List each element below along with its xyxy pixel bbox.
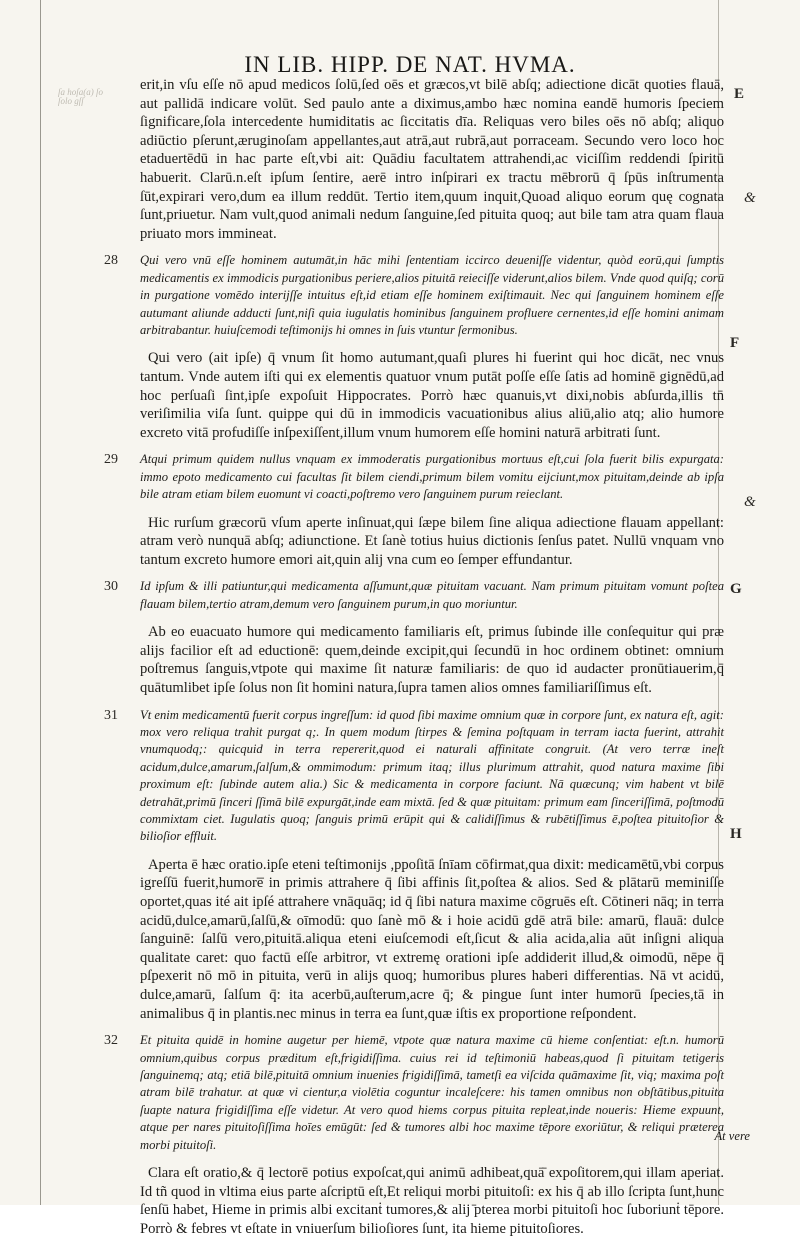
commentary-paragraph: Hic rurſum græcorū vſum aperte inſinuat,qui ſæpe bilem ſine aliqua adiectione flauam appellant: atram verò nunquā abſq; adiunctione. Et ſanè totius huius dictionis ſenſus patet. Nullū vnquam vno tantum excreto humore emori ait,quin alij vna cum eo ſemper effundantur.	[140, 514, 724, 568]
commentary-paragraph: Clara eſt oratio,& q̄ lectorē potius expoſcat,qui animū adhibeat,quā̄ expoſitorem,qui illam aperiat. Id tñ quod in vltima eius parte aſcriptū eſt,Et reliqui morbi pituitoſi: ex his q̄ ab illo ſcripta ſunt,hunc ſenſū habet, Hieme in primis albi excitanṫ tumores,& alij ̄pterea morbi pituitoſi hoc ſuboriunṫ tēpore. Porrò & febres vt eſtate in vniuerſum bilioſiores ſunt, ita hieme pituitoſiores.	[140, 1164, 724, 1237]
margin-letter-h: H	[730, 826, 742, 842]
text-quote	[104, 252, 724, 339]
margin-letter-g: G	[730, 581, 742, 597]
section-number: 32	[104, 1033, 118, 1049]
running-head: IN LIB. HIPP. DE NAT. HVMA.	[244, 52, 576, 77]
commentary-paragraph: Aperta ē hæc oratio.ipſe eteni teſtimonijs ,ppoſitā ſnīam cōfirmat,qua dixit: medicamētū,vbi corpus igreſſū fuerit,humore̅ in primis attrahere q̄ ſibi affinis ſit,poſtea & alios. Sed & plātarū meminiſſe oportet,quas ité ait ipſé attrahere vnāquāq; id q̄ ſibi natura maxime cōgruēs eſt. Cōtineri nāq; in terra acidū,dulce,amarū,ſalſū,& oīmodū: quo ſanè mō & i hoie acidū gdē atrā bile: amarū, flauā: dulce ſanguinē: ſalſū vero,pituitā.aliqua eteni eiuſcemodi eſt,ſicut & alia acida,alia aūt inſigni aliqua qualitate caret: quo factū eſſe arbitror, vt extremę orationi ipſe addiderit illud,& oimodū, nēpe q̄ pſpexerit nō mō in pituita, verū in alijs quoq; humoribus plures haberi differentias. Nā vt acidū, dulce,amarū, ſalſum q̄: ita acerbū,auſterum,acre q̄; & pingue ſunt inter humorū ſpecies,tā in animalibus q̄ in plantis.nec minus in terra ea ſunt,quæ iſtis ex proportione reſpondent.	[140, 856, 724, 1022]
section-number: 28	[104, 253, 118, 269]
quote-text: Atqui primum quidem nullus vnquam ex immoderatis purgationibus mortuus eſt,cui ſola fuerit bilis expurgata: immo epoto medicamento cui facultas ſit bilem ciendi,primum bilem vomitu eijciunt,mox pituitam,deinde ab ipſa bile atram etiam bilem euomunt vi coacti,poſtremo vero ſanguinem purum reieclant.	[140, 452, 724, 502]
text-quote	[104, 1032, 724, 1154]
section-number: 30	[104, 579, 118, 595]
margin-mark-2: &	[744, 494, 756, 510]
commentary-paragraph: Qui vero (ait ipſe) q̄ vnum ſit homo autumant,quaſi plures hi fuerint qui hoc dicāt, nec vnus tantum. Vnde autem iſti qui ex elementis quatuor vnum putāt poſſe eſſe ſatis ad hominē gignēdū,ad hoc perſuaſi ſint,ipſe expoſuit Hippocrates. Porrò hæc quanuis,vt dixi,nobis abſurda,illis tn̄ veriſimilia viſa ſunt. quippe qui dū in immodicis vacuationibus alius aliū,alio atq; alio humore excreto vitā profudiſſe inſpexiſſent,illum vnum humorem eſſe homini naturā arbitrati ſunt.	[140, 350, 724, 441]
margin-letter-e: E	[734, 86, 745, 102]
catchword: At vere	[714, 1129, 750, 1143]
quote-text: Id ipſum & illi patiuntur,qui medicamenta aſſumunt,quæ pituitam vacuant. Nam primum pituitam vomunt poſtea flauam bilem,tertio atram,demum vero ſanguinem purum,in quo moriuntur.	[140, 579, 724, 611]
margin-scribble: ſa hoſa(a) ſo ſolo gſſ	[58, 87, 103, 106]
text-block	[104, 76, 724, 1245]
text-quote	[104, 578, 724, 613]
section-number: 29	[104, 452, 118, 468]
quote-text: Vt enim medicamentū fuerit corpus ingreſſum: id quod ſibi maxime omnium quæ in corpore ſunt, ex natura eſt, agit: mox vero reliqua trahit purgat q;. In quem modum ſtirpes & ſemina poſtquam in terram iacta fuerint, attrahit vnumquodq;: quicquid in terra repererit,quod ei naturali affinitate congruit. (At vero terræ ineſt acidum,dulce,amarum,ſalſum,& ommimodum: primum itaq; illus plurimum attrahit, quod natura maxime ſibi proximum eſt: ſubinde autem alia.) Sic & medicamenta in corpore faciunt. Nā quæcunq; vim habent vt bilē detrahāt,primū ſinceri ſſimā bilē expurgāt,inde eam mixtā. ſed & quæ pituitam: primum eam ſinceriſſimā, poſtmodū commixtam ciet. Iugulatis quoq; ſanguis primū erūpit qui & calidiſſimus & rubētiſſimus ē,poſtea pituitoſior & bilioſior effluit.	[140, 707, 724, 844]
page-edge-left	[40, 0, 41, 1205]
section-number: 31	[104, 707, 118, 723]
margin-letter-f: F	[730, 335, 740, 351]
commentary-paragraph: erit,in vſu eſſe nō apud medicos ſolū,ſed oēs et græcos,vt bilē abſq; adiectione dicāt quoties flauā, aut pallidā indicare volūt. Sed paulo ante a diximus,ambo hæc nomina eandē humoris ſpeciem ſignificare,ſola intercedente humiditatis ac ſiccitatis dīa. Reliquas vero biles oēs nō abſq; aliquo adiūctio pſerunt,æruginoſam appellantes,aut atrā,aut rubrā,aut porraceam. Secundo vero loco hoc etaduertēdū in hac parte eſt,vbi ait: Quādiu facultatem attrahendi,ac viciſſim reddendi ſpiritū habuerit. Clarū.n.eſt ipſum ſentire, aerē intro inſpirari ex tractu mēbrorū q̄ ſpūs inſtrumenta ſūt,expirari vero,dum ea illum reddūt. Tertio item,quum inquit,Quoad aliquo eorum quę cognata ſunt,priuetur. Nam vult,quod animali nedum ſanguine,ſed pituita quoq; aut bile tam atra quam flaua priuato mors immineat.	[140, 77, 724, 242]
text-quote	[104, 451, 724, 503]
commentary-paragraph: Ab eo euacuato humore qui medicamento familiaris eſt, primus ſubinde ille conſequitur qui præ alijs facilior eſt ad eductionē: quem,deinde excipit,qui ſecundū in hoc ordinem obtinet: omnium poſtremus ſanguis,vtpote qui maxime ſit naturæ familiaris: de quo id audacter pronūtiauerim,q̄ quātumlibet ipſe ſolus non ſit homini natura,ſupra tamen alios omnes familiariſſimus eſt.	[140, 624, 724, 696]
text-quote	[104, 707, 724, 846]
quote-text: Qui vero vnū eſſe hominem autumāt,in hāc mihi ſententiam iccirco deueniſſe videntur, quòd eorū,qui ſumptis medicamentis ex immodicis purgationibus periere,alios pituitā reieciſſe viderunt,alios bilem. Vnde quod quiſq; corū in purgatione vomēdo interijſſe intuitus eſt,id etiam eſſe hominem exiſtimauit. Nec qui ſanguinem hominem eſſe autumant aliunde adducti ſunt,niſi quia iugulatis hominibus ſanguinem profluere cernentes,id eſſe homini animam arbitrabantur. huiuſcemodi teſtimonijs hi omnes in ſuis vtuntur ſermonibus.	[140, 253, 724, 337]
margin-mark-1: &	[744, 190, 756, 206]
quote-text: Et pituita quidē in homine augetur per hiemē, vtpote quæ natura maxime cū hieme conſentiat: eſt.n. humorū omnium,quibus corpus præditum eſt,frigidiſſima. cuius rei id teſtimoniū habeas,quod ſi pituitam tetigeris ſanguinemq; atq; etiā bilē,pituitā omnium inuenies frigidiſſimā, tametſi ea viſcida quāmaxime ſit, viq; maxima poſt atram bilē trahatur. at quæ vi cientur,a violētia coguntur incaleſcere: his tamen omnibus non obſtātibus,pituita ſuapte natura frigidiſſima eſſe videtur. At vero quod hiems corpus pituita repleat,inde noueris: Hieme expuunt, atque per nares pituitoſiſſima hoīes emūgūt: ſed & tumores albi hoc maxime tēpore exoriūtur, & reliqui præterea morbi pituitoſi.	[140, 1033, 724, 1152]
